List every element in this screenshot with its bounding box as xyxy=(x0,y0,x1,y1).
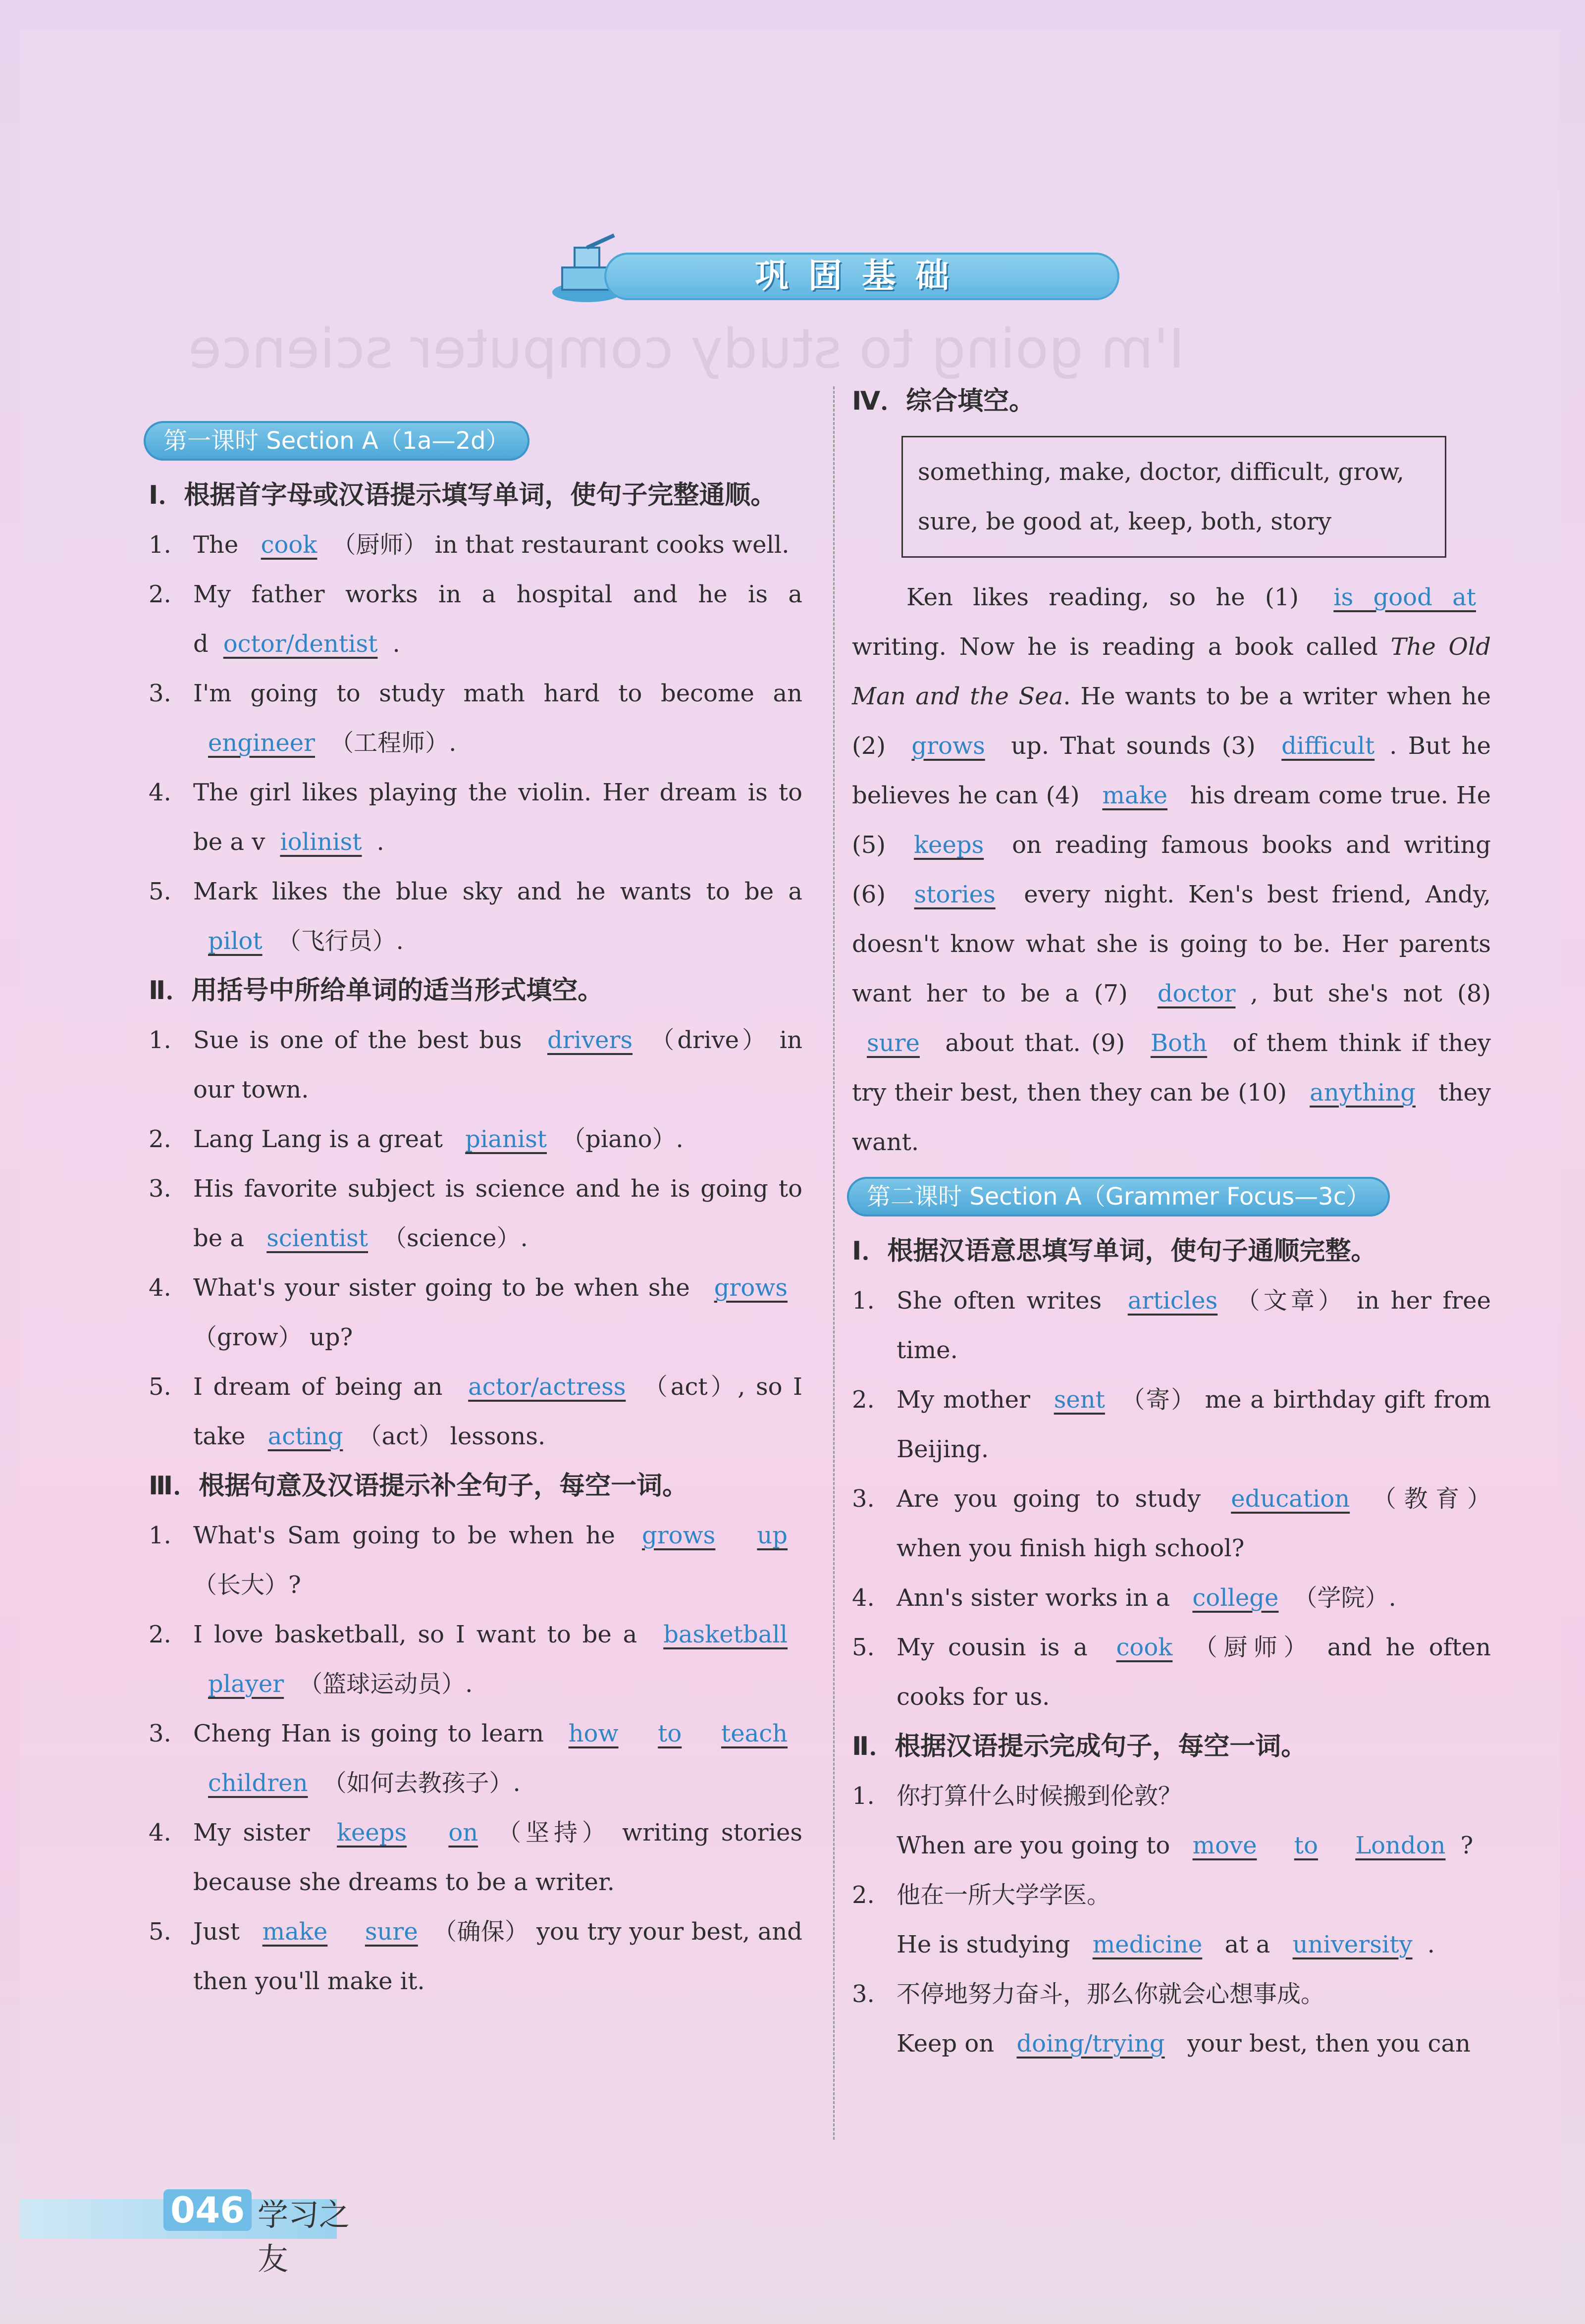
part1-list xyxy=(149,520,802,966)
list-item: 1. Sue is one of the best bus drivers （drive） in our town. xyxy=(149,1026,802,1104)
answer: children xyxy=(208,1769,308,1797)
answer: on xyxy=(448,1819,478,1847)
answer: to xyxy=(658,1720,682,1747)
passage-text: about that. (9) xyxy=(934,1029,1136,1057)
answer: cook xyxy=(261,531,317,559)
answer: cook xyxy=(1116,1634,1173,1661)
answer: university xyxy=(1292,1931,1413,1958)
part3-list xyxy=(149,1511,802,2006)
answer: teach xyxy=(721,1720,788,1747)
list-item: 5. My cousin is a cook （厨师） and he often cooks for us. xyxy=(852,1634,1491,1711)
answer: college xyxy=(1192,1584,1279,1612)
book-title: 学习之友 xyxy=(258,2197,350,2277)
list-item: 2. My mother sent （寄） me a birthday gift from Beijing. xyxy=(852,1386,1491,1463)
column-divider xyxy=(833,386,835,2140)
background-watermark: I'm going to study computer science xyxy=(188,317,1185,380)
passage-text: . But he believes he can (4) xyxy=(852,732,1491,809)
part4-heading: Ⅳ．综合填空。 xyxy=(852,386,1035,416)
passage-text: they want. xyxy=(852,1079,1491,1156)
answer: drivers xyxy=(547,1026,633,1054)
answer: pilot xyxy=(208,927,263,955)
answer: sure xyxy=(867,1029,920,1057)
list-item: 5. I dream of being an actor/actress （act）, so I take acting （act） lessons. xyxy=(149,1373,802,1450)
lesson-pill-2: 第二课时 Section A（Grammer Focus—3c） xyxy=(847,1177,1390,1216)
answer: difficult xyxy=(1281,732,1375,760)
answer: articles xyxy=(1127,1287,1218,1315)
list-item: 5. Mark likes the blue sky and he wants to be a pilot （飞行员）. xyxy=(149,878,802,955)
list-item: 2. My father works in a hospital and he is a d octor/dentist . xyxy=(149,581,802,658)
answer: iolinist xyxy=(280,828,362,856)
cloze-passage xyxy=(852,573,1491,1167)
left-column xyxy=(149,411,802,2006)
part3-heading: Ⅲ．根据句意及汉语提示补全句子，每空一词。 xyxy=(149,1471,688,1501)
answer: London xyxy=(1355,1832,1446,1859)
answer: is good at xyxy=(1333,583,1476,611)
partA-list xyxy=(852,1276,1491,1722)
part2-heading: Ⅱ．用括号中所给单词的适当形式填空。 xyxy=(149,976,604,1005)
passage-text: . He wants to be a writer when he (2) xyxy=(852,683,1491,760)
answer: grows xyxy=(714,1274,788,1302)
page-number: 046 xyxy=(163,2189,252,2231)
answer: scientist xyxy=(266,1224,369,1252)
answer: keeps xyxy=(913,831,984,859)
answer: Both xyxy=(1150,1029,1208,1057)
partA-heading: Ⅰ．根据汉语意思填写单词，使句子通顺完整。 xyxy=(852,1236,1377,1266)
list-item: 2. Lang Lang is a great pianist （piano）. xyxy=(149,1125,684,1153)
section-banner xyxy=(515,233,1119,307)
answer: doing/trying xyxy=(1016,2030,1165,2058)
list-item: 1. She often writes articles （文章） in her free time. xyxy=(852,1287,1491,1364)
answer: grows xyxy=(642,1522,716,1549)
list-item: 3. Cheng Han is going to learn how to teach children （如何去教孩子）. xyxy=(149,1709,802,1808)
lesson-pill-1: 第一课时 Section A（1a—2d） xyxy=(144,421,529,461)
answer: actor/actress xyxy=(468,1373,626,1401)
passage-text: writing. Now he is reading a book called xyxy=(852,633,1391,661)
answer: stories xyxy=(914,881,996,908)
answer: sent xyxy=(1054,1386,1105,1414)
answer: player xyxy=(208,1670,284,1698)
answer: up xyxy=(757,1522,788,1549)
answer: how xyxy=(568,1720,619,1747)
part2-list xyxy=(149,1015,802,1461)
list-item: 4. What's your sister going to be when she grows（grow） up? xyxy=(149,1263,802,1362)
answer: anything xyxy=(1310,1079,1416,1107)
list-item: 1. The cook （厨师） in that restaurant cooks well. xyxy=(149,531,790,559)
answer: keeps xyxy=(336,1819,407,1847)
word-box: something, make, doctor, difficult, grow, sure, be good at, keep, both, story xyxy=(901,436,1446,558)
answer: to xyxy=(1294,1832,1318,1859)
part1-heading: Ⅰ．根据首字母或汉语提示填写单词，使句子完整通顺。 xyxy=(149,480,777,510)
passage-text: his dream come true. He (5) xyxy=(852,782,1491,859)
list-item: 4. The girl likes playing the violin. Her dream is to be a v iolinist . xyxy=(149,779,802,856)
list-item: 4. Ann's sister works in a college （学院）. xyxy=(852,1584,1396,1612)
passage-text: Ken likes reading, so he (1) xyxy=(906,583,1319,611)
partB-list xyxy=(852,1771,1491,2068)
answer: make xyxy=(1102,782,1168,809)
list-item: 5. Just make sure （确保） you try your best, and then you'll make it. xyxy=(149,1918,802,1995)
passage-text: of them think if they try their best, then they can be (10) xyxy=(852,1029,1491,1107)
list-item: 2. I love basketball, so I want to be a basketball player （篮球运动员）. xyxy=(149,1610,802,1709)
right-column xyxy=(852,376,1491,2068)
answer: medicine xyxy=(1092,1931,1203,1958)
list-item: 1. What's Sam going to be when he grows up （长大）? xyxy=(149,1511,802,1610)
answer: education xyxy=(1231,1485,1350,1513)
answer: grows xyxy=(911,732,985,760)
passage-text: up. That sounds (3) xyxy=(1000,732,1267,760)
answer: move xyxy=(1192,1832,1257,1859)
answer: acting xyxy=(267,1423,343,1450)
list-item: 1. 你打算什么时候搬到伦敦？ When are you going to move to London ? xyxy=(852,1782,1474,1859)
answer: engineer xyxy=(208,729,316,757)
answer: octor/dentist xyxy=(223,630,378,658)
passage-text: , but she's not (8) xyxy=(1250,980,1491,1007)
list-item: 3. Are you going to study education （教育） when you finish high school? xyxy=(852,1485,1491,1562)
list-item: 3. 不停地努力奋斗，那么你就会心想事成。 Keep on doing/trying your best, then you can xyxy=(852,1980,1471,2058)
passage-text: every night. Ken's best friend, Andy, doesn't know what she is going to be. Her parents want her to be a (7) xyxy=(852,881,1491,1007)
answer: basketball xyxy=(663,1621,788,1648)
page-footer xyxy=(20,2179,367,2277)
answer: sure xyxy=(365,1918,418,1946)
answer: make xyxy=(262,1918,328,1946)
book-title-italic: The Old Man and the Sea xyxy=(852,633,1491,710)
list-item: 4. My sister keeps on （坚持） writing stories because she dreams to be a writer. xyxy=(149,1819,802,1896)
passage-text: on reading famous books and writing (6) xyxy=(852,831,1491,908)
list-item: 3. His favorite subject is science and he is going to be a scientist （science）. xyxy=(149,1175,802,1252)
answer: pianist xyxy=(465,1125,547,1153)
list-item: 2. 他在一所大学学医。 He is studying medicine at a university . xyxy=(852,1881,1435,1958)
answer: doctor xyxy=(1157,980,1236,1007)
list-item: 3. I'm going to study math hard to become an engineer （工程师）. xyxy=(149,680,802,757)
partB-heading: Ⅱ．根据汉语提示完成句子，每空一词。 xyxy=(852,1732,1307,1761)
banner-title: 巩固基础 xyxy=(754,257,969,296)
